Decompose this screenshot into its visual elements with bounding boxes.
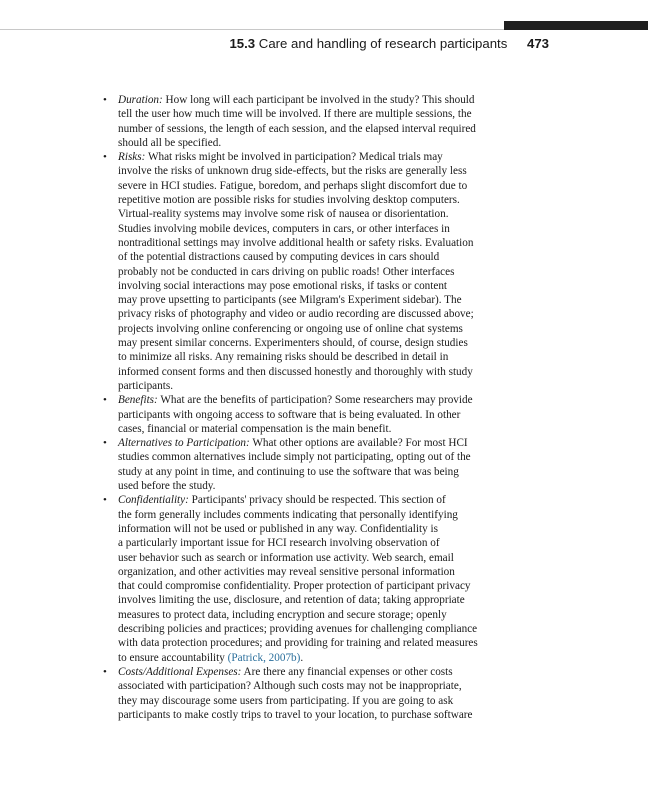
text-line: participants with ongoing access to software that is being evaluated. In other	[118, 408, 461, 421]
bullet-icon: •	[103, 494, 107, 507]
text-line: may prove upsetting to participants (see Milgram's Experiment sidebar). The	[118, 294, 462, 307]
text-line: a particularly important issue for HCI research involving observation of	[118, 537, 440, 550]
text-line: tell the user how much time will be involved. If there are multiple sessions, the	[118, 108, 472, 121]
bullet-term: Risks:	[118, 151, 146, 164]
text-line: involving social interactions may pose emotional risks, if tasks or content	[118, 279, 448, 292]
citation-link[interactable]: (Patrick, 2007b)	[227, 651, 301, 664]
text-line: participants to make costly trips to travel to your location, to purchase software	[118, 708, 473, 721]
bullet-icon: •	[103, 94, 107, 106]
text-line: Confidentiality: Participants' privacy should be respected. This section of	[118, 494, 446, 507]
text-line: organization, and other activities may reveal sensitive personal information	[118, 565, 455, 578]
bullet-icon: •	[103, 437, 107, 450]
text-line: may present similar concerns. Experimenters should, of course, design studies	[118, 337, 468, 350]
text-line: they may discourage some users from participating. If you are going to ask	[118, 694, 454, 707]
text-line: Duration: How long will each participant be involved in the study? This should	[118, 94, 475, 106]
bullet-icon: •	[103, 151, 107, 164]
text-line: severe in HCI studies. Fatigue, boredom, and perhaps slight discomfort due to	[118, 179, 468, 192]
page-number: 473	[526, 36, 549, 51]
text-line: to ensure accountability (Patrick, 2007b).	[118, 651, 304, 664]
text-line: of the potential distractions caused by computing devices in cars should	[118, 251, 440, 264]
text-line: information will not be used or published in any way. Confidentiality is	[118, 522, 438, 535]
bullet-term: Confidentiality:	[118, 494, 189, 507]
text-line: Virtual-reality systems may involve some risk of nausea or disorientation.	[118, 208, 449, 221]
bullet-icon: •	[103, 666, 107, 678]
text-line: that could compromise confidentiality. Proper protection of participant privacy	[118, 580, 471, 593]
bullet-term: Alternatives to Participation:	[118, 437, 250, 450]
text-line: with data protection procedures; and providing for training and related measures	[118, 637, 478, 650]
text-line: used before the study.	[118, 480, 216, 493]
text-line: study at any point in time, and continuing to use the software that was being	[118, 465, 459, 478]
text-line: Risks: What risks might be involved in participation? Medical trials may	[118, 151, 443, 164]
text-line: repetitive motion are possible risks for studies involving desktop computers.	[118, 194, 460, 207]
bullet-term: Costs/Additional Expenses:	[118, 666, 242, 678]
text-line: associated with participation? Although such costs may not be inappropriate,	[118, 680, 462, 693]
text-line: nontraditional settings may involve additional health or safety risks. Evaluation	[118, 236, 474, 249]
text-line: informed consent forms and then discussed honestly and thoroughly with study	[118, 365, 473, 378]
text-line: studies common alternatives include simply not participating, opting out of the	[118, 451, 471, 464]
section-title: Care and handling of research participants	[258, 36, 508, 51]
text-line: Studies involving mobile devices, computers in cars, or other interfaces in	[118, 222, 450, 235]
text-line: measures to protect data, including encryption and secure storage; openly	[118, 608, 447, 621]
text-line: Benefits: What are the benefits of participation? Some researchers may provide	[118, 394, 473, 407]
text-line: privacy risks of photography and video or audio recording are discussed above;	[118, 308, 474, 321]
bullet-term: Benefits:	[118, 394, 158, 407]
text-line: cases, financial or material compensation is the main benefit.	[118, 422, 392, 435]
text-line: involves limiting the use, disclosure, and retention of data; taking appropriate	[118, 594, 465, 607]
header-rule-bar	[504, 21, 648, 30]
text-line: the form generally includes comments indicating that personally identifying	[118, 508, 458, 521]
section-number: 15.3	[229, 36, 256, 51]
text-line: involve the risks of unknown drug side-effects, but the risks are generally less	[118, 165, 467, 178]
bullet-icon: •	[103, 394, 107, 407]
text-line: user behavior such as search or information use activity. Web search, email	[118, 551, 454, 564]
text-line: Alternatives to Participation: What other options are available? For most HCI	[118, 437, 468, 450]
text-line: should all be specified.	[118, 136, 222, 149]
bullet-term: Duration:	[118, 94, 163, 106]
text-line: to minimize all risks. Any remaining risks should be described in detail in	[118, 351, 449, 364]
header-rule	[0, 29, 504, 30]
running-head	[120, 36, 549, 51]
text-line: Costs/Additional Expenses: Are there any financial expenses or other costs	[118, 666, 453, 678]
text-line: describing policies and practices; providing avenues for challenging compliance	[118, 623, 478, 636]
text-line: probably not be conducted in cars driving on public roads! Other interfaces	[118, 265, 455, 278]
text-line: projects involving online conferencing or ongoing use of online chat systems	[118, 322, 463, 335]
text-line: number of sessions, the length of each session, and the elapsed interval required	[118, 122, 476, 135]
text-line: participants.	[118, 379, 173, 392]
